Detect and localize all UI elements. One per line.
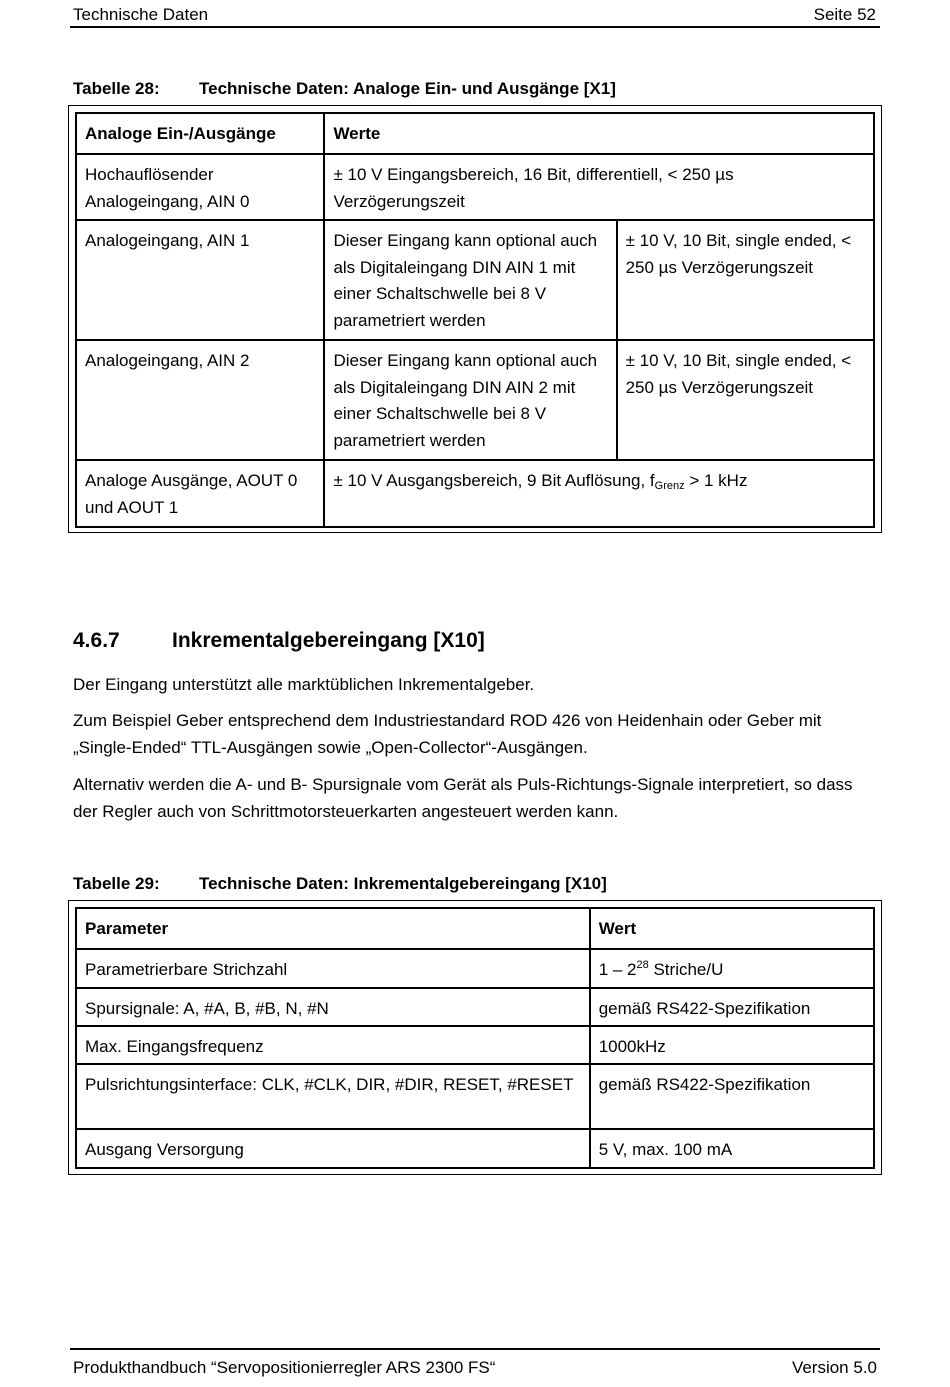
table-row: [76, 460, 874, 527]
table28-row2-label: Analogeingang, AIN 2: [76, 340, 324, 460]
table-row: [76, 988, 874, 1026]
table28-caption-text: Technische Daten: Analoge Ein- und Ausgänge [X1]: [199, 79, 616, 98]
table29-row3-value: gemäß RS422-Spezifikation: [590, 1064, 874, 1129]
section-paragraph-1: Der Eingang unterstützt alle marktüblichen Inkrementalgeber.: [73, 675, 535, 694]
table28-row0-value: ± 10 V Eingangsbereich, 16 Bit, differentiell, < 250 µs Verzögerungszeit: [324, 154, 874, 220]
table29: [75, 907, 875, 1169]
page-header-title: Technische Daten: [73, 5, 209, 24]
page-number: Seite 52: [813, 5, 876, 24]
footer-title: Produkthandbuch “Servopositionierregler ARS 2300 FS“: [73, 1358, 496, 1377]
footer-version: Version 5.0: [791, 1358, 877, 1377]
table28-caption-number: Tabelle 28:: [73, 79, 160, 98]
table29-row0-value-text: 1 – 2: [598, 960, 637, 979]
table28-row3-value-text: ± 10 V Ausgangsbereich, 9 Bit Auflösung, f: [333, 471, 655, 490]
table29-header-row: [76, 908, 874, 949]
table-row: [76, 154, 874, 220]
table29-row4-value: 5 V, max. 100 mA: [590, 1129, 874, 1168]
table-row: [76, 340, 874, 460]
table28-row1-note: Dieser Eingang kann optional auch als Digitaleingang DIN AIN 1 mit einer Schaltschwelle bei 8 V parametriert werden: [324, 220, 616, 340]
table29-row4-param: Ausgang Versorgung: [76, 1129, 590, 1168]
section-paragraph-3: Alternativ werden die A- und B- Spursignale vom Gerät als Puls-Richtungs-Signale interpretiert, so dass der Regler auch von Schrittmotorsteuerkarten angesteuert werden kann.: [73, 775, 853, 821]
table29-row1-param: Spursignale: A, #A, B, #B, N, #N: [76, 988, 590, 1026]
section-number: 4.6.7: [73, 629, 120, 652]
table-row: [76, 1026, 874, 1064]
table29-caption-number: Tabelle 29:: [73, 874, 160, 893]
table29-header-value: Wert: [590, 908, 874, 949]
table28-row2-note: Dieser Eingang kann optional auch als Digitaleingang DIN AIN 2 mit einer Schaltschwelle bei 8 V parametriert werden: [324, 340, 616, 460]
section-paragraph-2: Zum Beispiel Geber entsprechend dem Industriestandard ROD 426 von Heidenhain oder Geber mit „Single-Ended“ TTL-Ausgängen sowie „Open-Collector“-Ausgängen.: [73, 711, 822, 757]
table28-row3-value-subscript: Grenz: [654, 480, 685, 492]
table29-row0-param: Parametrierbare Strichzahl: [76, 949, 590, 988]
table28-row1-value: ± 10 V, 10 Bit, single ended, < 250 µs Verzögerungszeit: [617, 220, 874, 340]
header-rule: [70, 26, 880, 28]
table29-row2-value: 1000kHz: [590, 1026, 874, 1064]
section-heading: [73, 629, 485, 653]
table28: [75, 112, 875, 528]
table28-row1-label: Analogeingang, AIN 1: [76, 220, 324, 340]
table-row: [76, 1064, 874, 1129]
table28-row3-value-suffix: > 1 kHz: [684, 471, 748, 490]
table28-row3-label: Analoge Ausgänge, AOUT 0 und AOUT 1: [76, 460, 324, 527]
table-row: [76, 220, 874, 340]
table28-header-value: Werte: [324, 113, 874, 154]
footer-rule: [70, 1348, 880, 1350]
table29-row0-value-exponent: 28: [636, 959, 649, 971]
table-row: [76, 949, 874, 988]
section-title: Inkrementalgebereingang [X10]: [172, 629, 485, 652]
table29-caption-text: Technische Daten: Inkrementalgebereingang [X10]: [199, 874, 607, 893]
table29-row1-value: gemäß RS422-Spezifikation: [590, 988, 874, 1026]
table28-row2-value: ± 10 V, 10 Bit, single ended, < 250 µs Verzögerungszeit: [617, 340, 874, 460]
table29-row3-param: Pulsrichtungsinterface: CLK, #CLK, DIR, #DIR, RESET, #RESET: [76, 1064, 590, 1129]
table-row: [76, 1129, 874, 1168]
table29-header-parameter: Parameter: [76, 908, 590, 949]
table29-row2-param: Max. Eingangsfrequenz: [76, 1026, 590, 1064]
table28-row3-value: [324, 460, 874, 527]
table28-row0-label: Hochauflösender Analogeingang, AIN 0: [76, 154, 324, 220]
table29-row0-value: [590, 949, 874, 988]
table28-header-label: Analoge Ein-/Ausgänge: [76, 113, 324, 154]
table29-row0-value-suffix: Striche/U: [648, 960, 724, 979]
table28-header-row: [76, 113, 874, 154]
